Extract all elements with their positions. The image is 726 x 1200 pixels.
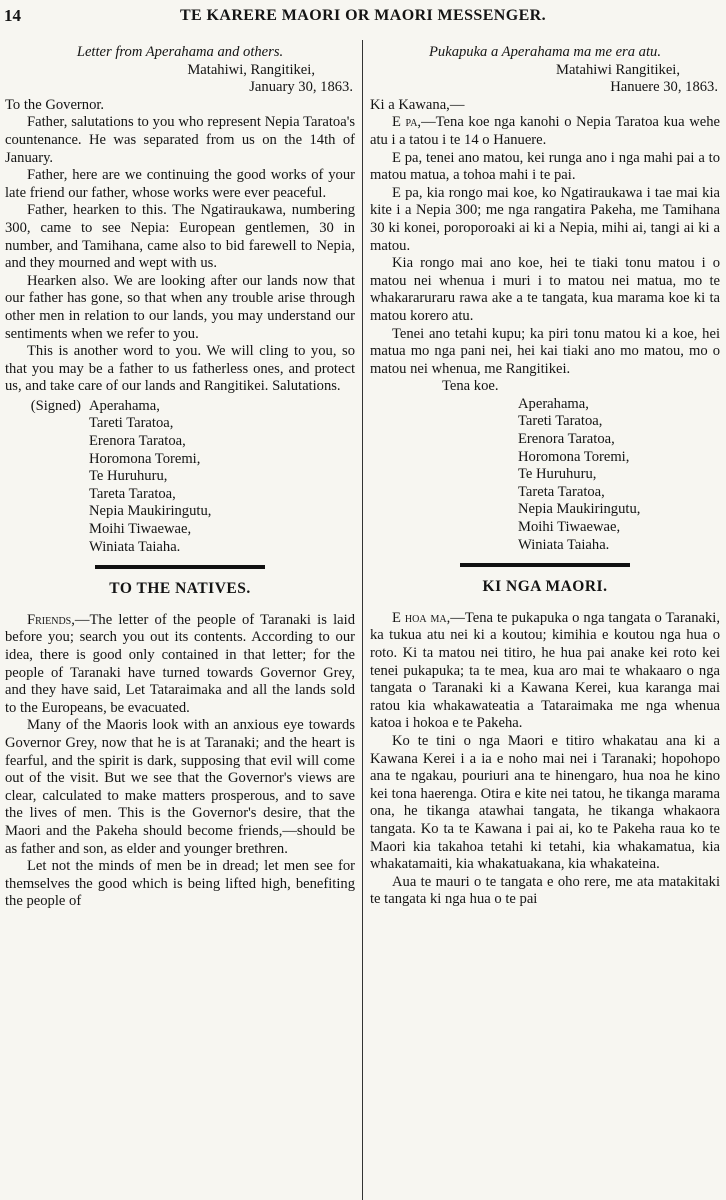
signatory: Horomona Toremi,: [518, 448, 630, 465]
article-lead-word: E hoa ma,: [392, 609, 451, 626]
letter-lead-word: E pa,: [392, 114, 422, 131]
signatory: Winiata Taiaha.: [89, 538, 181, 555]
letter-salutation: To the Governor.: [5, 96, 105, 113]
page-number: 14: [4, 6, 21, 25]
letter-paragraph: Tenei ano tetahi kupu; ka piri tonu matou ki a koe, hei matua mo nga pani nei, hei kai tiaki ano mo matou, mo o matou nei whenua, me Rangitikei.: [370, 325, 720, 377]
signatory: Moihi Tiwaewae,: [518, 519, 621, 536]
signatory: Erenora Taratoa,: [89, 433, 186, 450]
signatory: Tareta Taratoa,: [89, 485, 176, 502]
letter-date: January 30, 1863.: [249, 79, 353, 96]
article-title-maori: KI NGA MAORI.: [482, 578, 608, 596]
column-divider: [362, 40, 363, 1200]
letter-paragraph: Father, hearken to this. The Ngatiraukawa, numbering 300, came to see Nepia: European gentlemen, 30 in number, and Tamihana, came also to bid farewell to Nepia, and they mourned and wept with us.: [5, 202, 355, 272]
right-column: [370, 44, 720, 909]
letter-paragraph: E pa, kia rongo mai koe, ko Ngatiraukawa i tae mai kia kite i a Nepia 300; me nga rangatira Pakeha, me Tamihana 30 ki konei, poroporoaki ai ki a Nepia, mihi ai, tangi ai ki a matou.: [370, 184, 720, 254]
article-paragraph: Let not the minds of men be in dread; let men see for themselves the good which is being lifted high, benefiting the people of: [5, 858, 355, 910]
letter-place: Matahiwi, Rangitikei,: [187, 61, 315, 78]
letter-paragraph-text: —Tena koe nga kanohi o Nepia Taratoa kua wehe atu i a tatou i te 14 o Hanuere.: [370, 114, 720, 148]
signatory: Nepia Maukiringutu,: [89, 503, 212, 520]
article-paragraph: Aua te mauri o te tangata e oho rere, me ata matakitaki te tangata ki nga hua o te pai: [370, 873, 720, 908]
article-title-english: TO THE NATIVES.: [109, 580, 251, 598]
letter-paragraph: [370, 114, 720, 149]
signature-block: [5, 398, 355, 556]
signatory-list: [89, 398, 211, 556]
signatory: Te Huruhuru,: [518, 466, 597, 483]
signatory: Horomona Toremi,: [89, 450, 201, 467]
article-paragraph: [370, 610, 720, 733]
letter-date: Hanuere 30, 1863.: [610, 79, 718, 96]
letter-paragraph: E pa, tenei ano matou, kei runga ano i nga mahi pai a to matou matua, a tohoa mahi i te pai.: [370, 149, 720, 184]
signatory: Tareta Taratoa,: [518, 483, 605, 500]
letter-paragraph: Hearken also. We are looking after our lands now that our father has gone, so that when any trouble arise through other men in relation to our lands, you may understand our sentiments when we refer to you.: [5, 272, 355, 342]
signatory: Tareti Taratoa,: [89, 415, 174, 432]
left-column: [5, 44, 355, 911]
article-paragraph-text: —The letter of the people of Taranaki is laid before you; search you out its contents. According to our idea, there is good only contained in that letter; for the people of Taranaki have turned towards Governor Grey, and they have said, Let Tataraimaka and all the lands sold to the Europeans, be evacuated.: [5, 611, 355, 716]
signatory: Tareti Taratoa,: [518, 413, 603, 430]
letter-closing: Tena koe.: [442, 378, 499, 395]
signatory: Nepia Maukiringutu,: [518, 501, 641, 518]
article-paragraph: Many of the Maoris look with an anxious eye towards Governor Grey, now that he is at Taranaki; and the heart is fearful, and the spirit is dark, supposing that evil will come out of the visit. But we see that the Governor's views are clear, calculated to make matters prosperous, and to save the lives of men. This is the Governor's desire, that the Maori and the Pakeha should become friends,—should be as father and son, as elder and younger brethren.: [5, 717, 355, 857]
letter-heading-english: Letter from Aperahama and others.: [76, 44, 284, 60]
letter-salutation: Ki a Kawana,—: [370, 96, 465, 113]
signatory: Te Huruhuru,: [89, 468, 168, 485]
letter-paragraph: Father, here are we continuing the good works of your late friend our father, whose works were ever peaceful.: [5, 167, 355, 201]
section-rule: [5, 556, 355, 576]
letter-paragraph: Father, salutations to you who represent Nepia Taratoa's countenance. He was separated from us on the 14th of January.: [5, 114, 355, 166]
running-head: TE KARERE MAORI OR MAORI MESSENGER.: [179, 7, 547, 24]
letter-place: Matahiwi Rangitikei,: [555, 61, 680, 78]
signatory: Erenora Taratoa,: [518, 431, 615, 448]
signatory: Winiata Taiaha.: [518, 536, 610, 553]
signatory-list: [370, 396, 720, 554]
article-paragraph: Ko te tini o nga Maori e titiro whakatau ana ki a Kawana Kerei i a ia e noho mai nei i Taranaki; hopohopo ana te ngakau, pouriuri ana te hinengaro, hua noa he kino kei tona haerenga. Otira e kite nei tatou, he tikanga marama ona, he tikanga atawhai tangata, he tikanga whakaora tangata. Ko ta te Kawana i pai ai, ko te Pakeha raua ko te Maori kia takahoa tetahi ki tetahi, kia whakamatua, kia whakatamaiti, kia whakatuakana, kia whakateina.: [370, 732, 720, 873]
letter-paragraph: Kia rongo mai ano koe, hei te tiaki tonu matou i o matou nei whenua i muri i to matou nei matua, mo te whakararuraru rawa ake a te tangata, kua marama koe ki ta matou korero atu.: [370, 255, 720, 324]
letter-heading-maori: Pukapuka a Aperahama ma me era atu.: [429, 44, 661, 60]
signed-label: (Signed): [30, 397, 81, 414]
signatory: Aperahama,: [518, 395, 589, 412]
section-rule: [370, 554, 720, 574]
article-paragraph: [5, 612, 355, 718]
signatory: Moihi Tiwaewae,: [89, 521, 192, 538]
signatory: Aperahama,: [89, 397, 160, 414]
article-paragraph-text: —Tena te pukapuka o nga tangata o Taranaki, ka tukua atu nei ki a koutou; kimihia e koutou nga hua o roto. Ki ta matou nei titiro, he hua pai anake kei roto kei tenei pukapuka; ta te mea, kua aro mai te whakaaro o nga tangata o Taranaki ki a Kawana Kerei, kua karanga mai ratou kia whakawateatia a Tataraimaka me nga whenua katoa i hokoa e te Pakeha.: [370, 609, 720, 732]
article-lead-word: Friends,: [27, 611, 75, 628]
letter-paragraph: This is another word to you. We will cling to you, so that you may be a father to us fatherless ones, and protect us, and take care of our lands and Rangitikei. Salutations.: [5, 343, 355, 395]
